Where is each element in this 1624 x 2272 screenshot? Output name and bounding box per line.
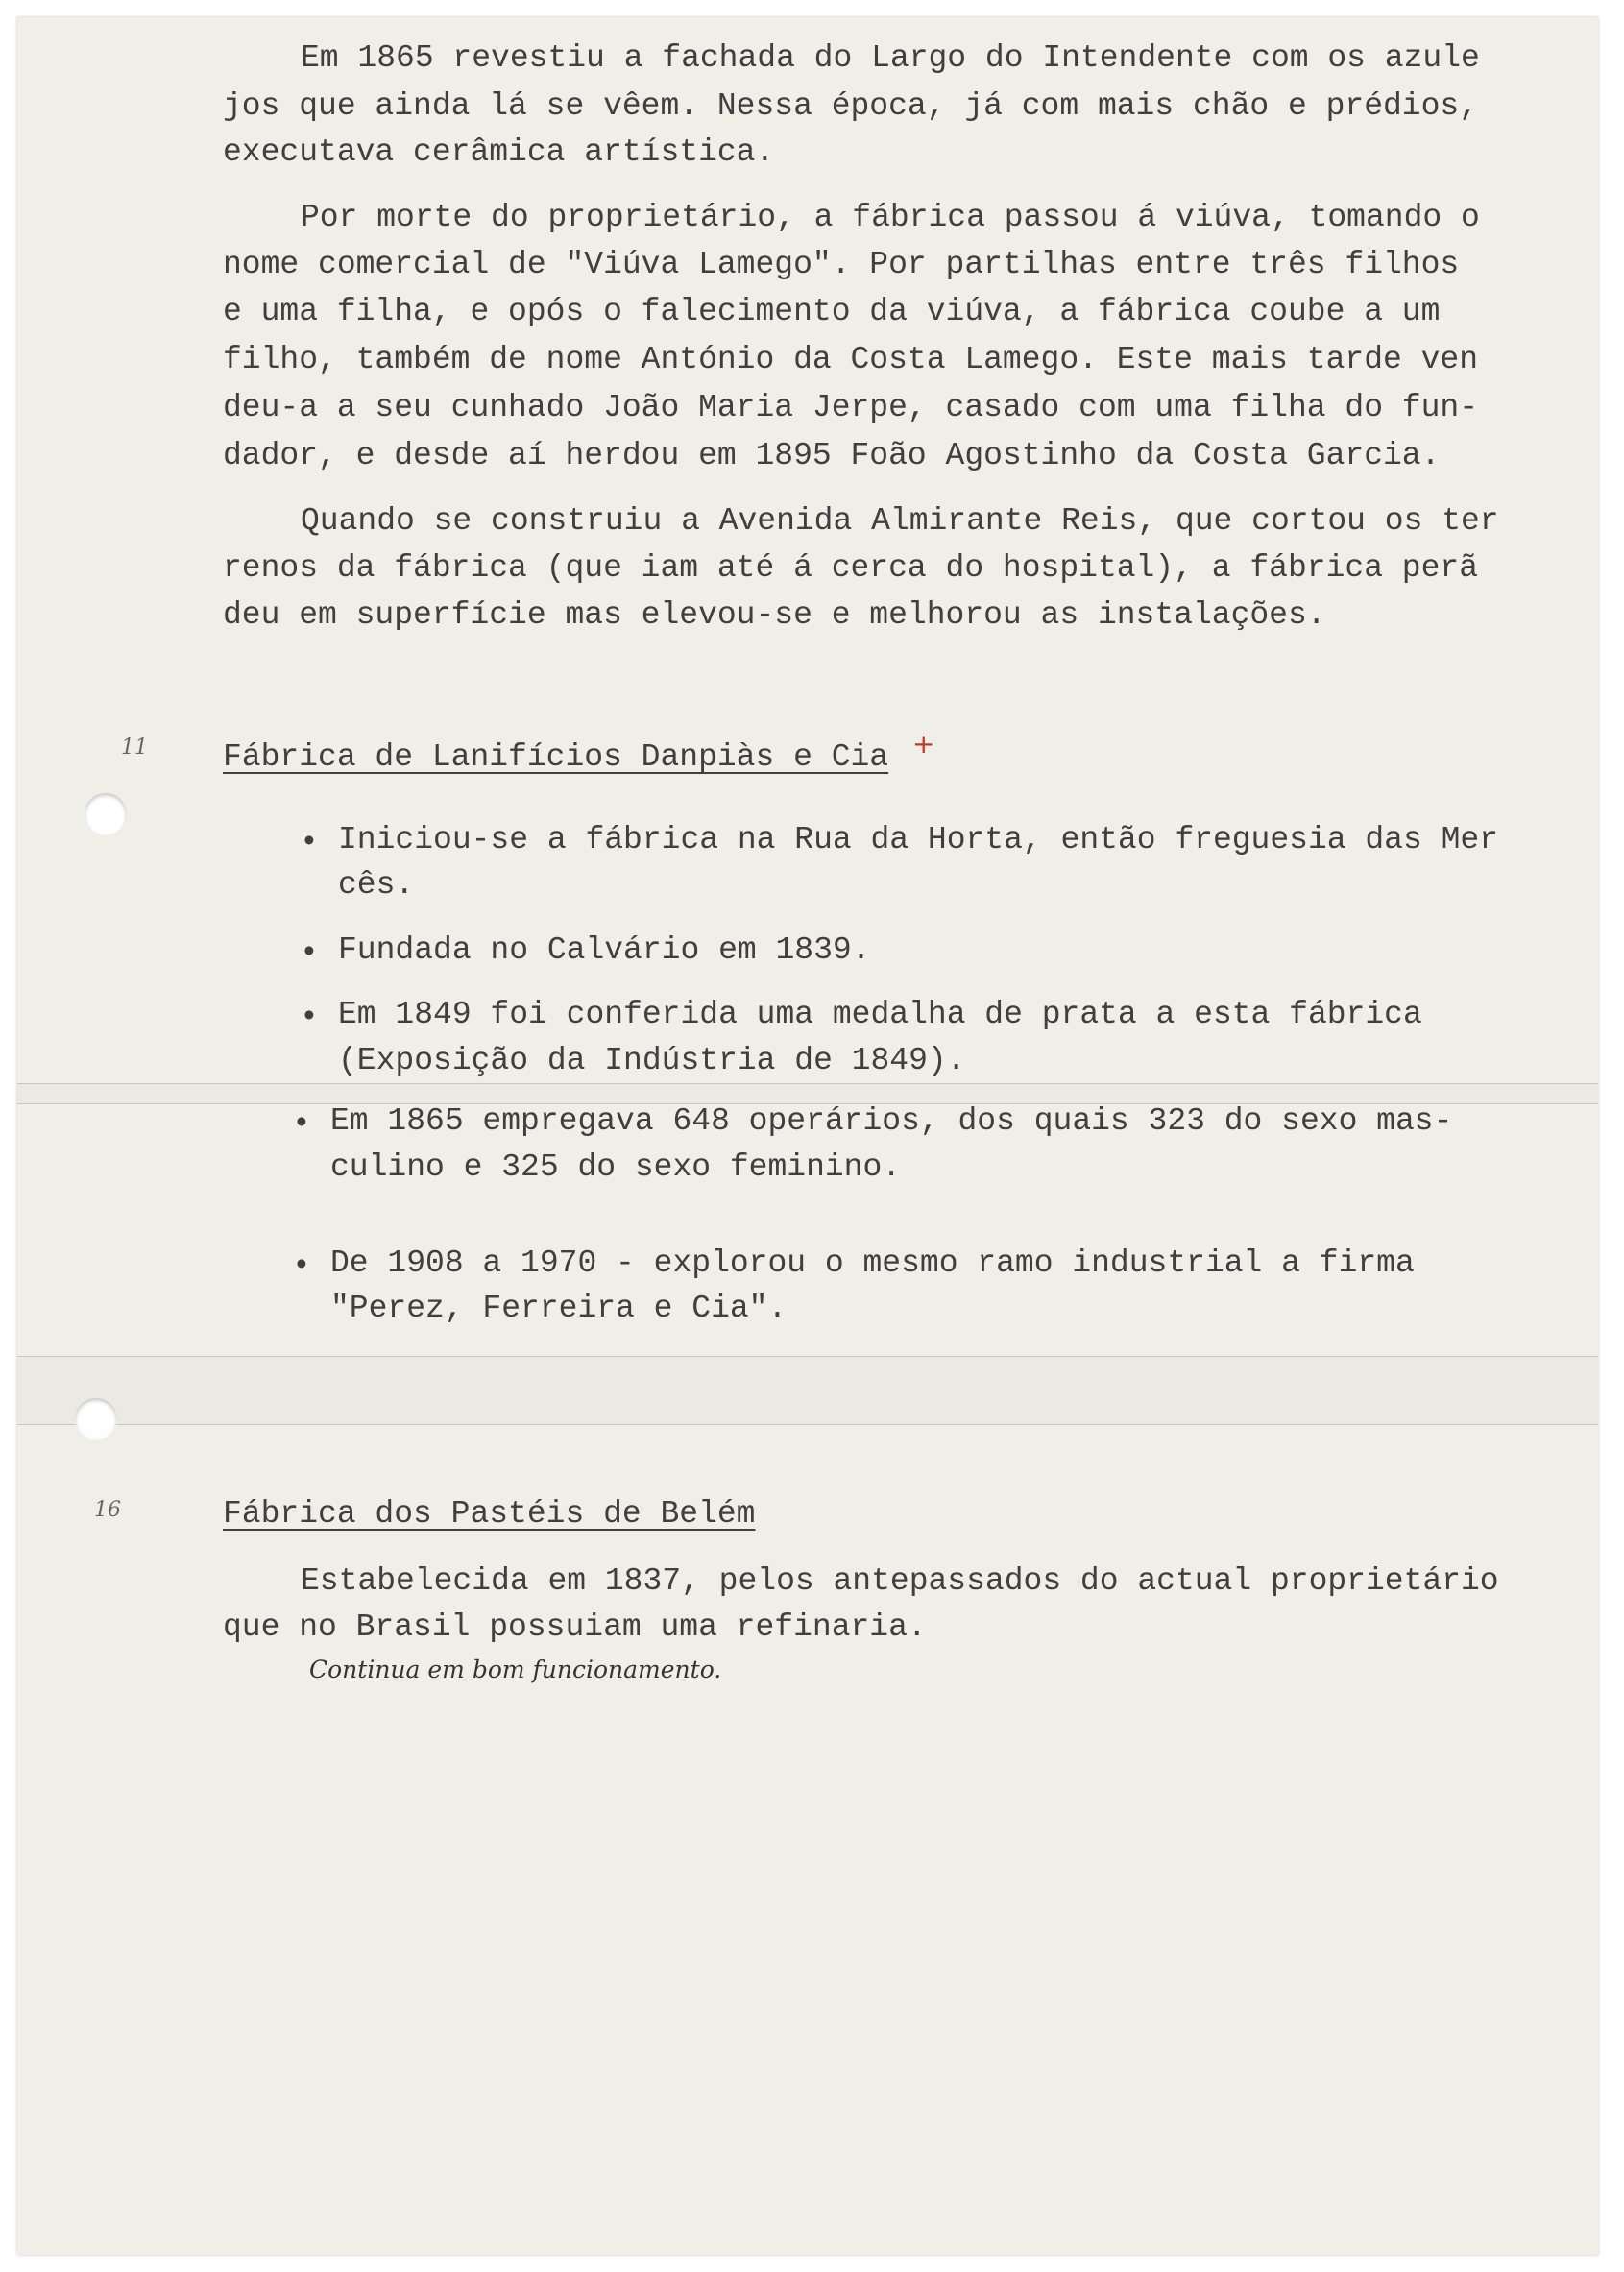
text-line: jos que ainda lá se vêem. Nessa época, já com mais chão e prédios, (223, 88, 1479, 124)
handwritten-note: Continua em bom funcionamento. (309, 1656, 722, 1683)
bullet-line: "Perez, Ferreira e Cia". (330, 1291, 788, 1326)
bullet-line: De 1908 a 1970 - explorou o mesmo ramo industrial a firma (330, 1245, 1415, 1281)
section-heading: Fábrica dos Pastéis de Belém (223, 1496, 756, 1532)
bullet-line: Em 1849 foi conferida uma medalha de prata a esta fábrica (338, 997, 1422, 1032)
text-line: deu em superfície mas elevou-se e melhorou as instalações. (223, 597, 1326, 633)
bullet-dot: • (292, 1106, 311, 1142)
bullet-line: Em 1865 empregava 648 operários, dos quais 323 do sexo mas- (330, 1103, 1453, 1139)
punch-hole-top (85, 793, 127, 835)
text-line: filho, também de nome António da Costa Lamego. Este mais tarde ven (223, 342, 1479, 377)
section-number: 16 (94, 1498, 121, 1522)
text-line: Quando se construiu a Avenida Almirante Reis, que cortou os ter (301, 503, 1499, 539)
text-line: deu-a a seu cunhado João Maria Jerpe, casado com uma filha do fun- (223, 390, 1479, 425)
text-line: dador, e desde aí herdou em 1895 Foão Agostinho da Costa Garcia. (223, 438, 1441, 473)
text-line: Estabelecida em 1837, pelos antepassados do actual proprietário (301, 1563, 1499, 1599)
text-line: Em 1865 revestiu a fachada do Largo do Intendente com os azule (301, 40, 1480, 76)
bullet-dot: • (300, 825, 319, 860)
bullet-dot: • (300, 1000, 319, 1035)
bullet-dot: • (292, 1248, 311, 1284)
text-line: executava cerâmica artística. (223, 134, 775, 170)
text-line: e uma filha, e opós o falecimento da viúva, a fábrica coube a um (223, 294, 1441, 329)
text-line: renos da fábrica (que iam até á cerca do hospital), a fábrica perã (223, 550, 1479, 586)
section-heading: Fábrica de Lanifícios Danpiàs e Cia (223, 739, 889, 775)
punch-hole-bottom (75, 1398, 117, 1440)
bullet-line: Fundada no Calvário em 1839. (338, 932, 871, 968)
text-line: que no Brasil possuiam uma refinaria. (223, 1609, 927, 1645)
pasted-strip-2 (17, 1356, 1598, 1425)
bullet-dot: • (300, 935, 319, 971)
bullet-line: culino e 325 do sexo feminino. (330, 1149, 902, 1185)
bullet-line: Iniciou-se a fábrica na Rua da Horta, então freguesia das Mer (338, 822, 1498, 858)
bullet-line: cês. (338, 867, 415, 903)
text-line: nome comercial de "Viúva Lamego". Por partilhas entre três filhos (223, 247, 1460, 282)
red-cross-mark: + (912, 728, 935, 760)
text-line: Por morte do proprietário, a fábrica passou á viúva, tomando o (301, 200, 1480, 235)
bullet-line: (Exposição da Indústria de 1849). (338, 1043, 966, 1078)
section-number: 11 (121, 736, 148, 760)
